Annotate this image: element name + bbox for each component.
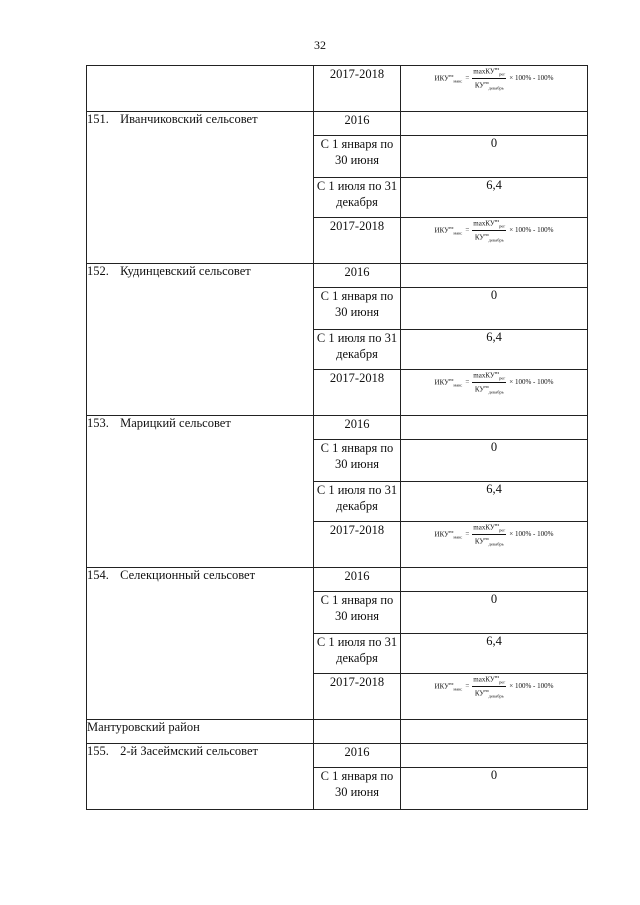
empty-cell bbox=[314, 720, 401, 744]
table-row bbox=[87, 720, 588, 744]
value-cell bbox=[401, 416, 588, 440]
formula-tail: × 100% - 100% bbox=[509, 74, 554, 83]
settlement-name: Марицкий сельсовет bbox=[120, 416, 231, 430]
value-cell: 6,4 bbox=[401, 634, 588, 674]
period-cell: С 1 января по 30 июня bbox=[314, 288, 401, 330]
page-number: 32 bbox=[314, 38, 326, 52]
settlement-name: Кудинцевский сельсовет bbox=[120, 264, 251, 278]
table-row bbox=[87, 264, 588, 288]
period-cell: 2017-2018 bbox=[314, 522, 401, 568]
formula-lhs: $ИКУ^{нэ}_{макс}$ bbox=[434, 376, 463, 388]
row-number: 152. bbox=[87, 264, 109, 278]
formula-cell bbox=[401, 674, 588, 720]
period-cell: 2016 bbox=[314, 568, 401, 592]
value-cell: 0 bbox=[401, 136, 588, 178]
table-row bbox=[87, 112, 588, 136]
formula-equals: = bbox=[465, 226, 470, 235]
value-cell bbox=[401, 744, 588, 768]
formula bbox=[435, 218, 554, 242]
value-cell: 0 bbox=[401, 592, 588, 634]
period-cell: С 1 июля по 31 декабря bbox=[314, 634, 401, 674]
formula-lhs: $ИКУ^{нэ}_{макс}$ bbox=[434, 72, 463, 84]
value-cell bbox=[401, 568, 588, 592]
formula-tail: × 100% - 100% bbox=[509, 682, 554, 691]
settlement-cell bbox=[87, 112, 314, 264]
district-name: Мантуровский район bbox=[87, 720, 314, 744]
value-cell bbox=[401, 112, 588, 136]
formula-cell bbox=[401, 66, 588, 112]
formula-lhs: $ИКУ^{нэ}_{макс}$ bbox=[434, 680, 463, 692]
formula-lhs: $ИКУ^{нэ}_{макс}$ bbox=[434, 528, 463, 540]
formula bbox=[435, 674, 554, 698]
period-cell: 2017-2018 bbox=[314, 66, 401, 112]
value-cell: 0 bbox=[401, 768, 588, 810]
settlement-cell bbox=[87, 744, 314, 810]
formula-fraction: $\frac{\max КУ^{нэ}_{рег}}{КУ^{нэ}_{декабрь}}$ bbox=[473, 66, 506, 91]
formula bbox=[435, 66, 554, 90]
value-cell: 6,4 bbox=[401, 178, 588, 218]
settlement-cell bbox=[87, 416, 314, 568]
row-number: 155. bbox=[87, 744, 109, 758]
formula-equals: = bbox=[465, 682, 470, 691]
formula-fraction: $\frac{\max КУ^{нэ}_{рег}}{КУ^{нэ}_{декабрь}}$ bbox=[473, 218, 506, 243]
formula-cell bbox=[401, 522, 588, 568]
formula-fraction: $\frac{\max КУ^{нэ}_{рег}}{КУ^{нэ}_{декабрь}}$ bbox=[473, 522, 506, 547]
tariff-table bbox=[86, 65, 588, 810]
period-cell: С 1 июля по 31 декабря bbox=[314, 482, 401, 522]
formula-cell bbox=[401, 370, 588, 416]
period-cell: 2016 bbox=[314, 416, 401, 440]
formula bbox=[435, 522, 554, 546]
formula-tail: × 100% - 100% bbox=[509, 378, 554, 387]
formula-equals: = bbox=[465, 530, 470, 539]
formula bbox=[435, 370, 554, 394]
settlement-cell bbox=[87, 264, 314, 416]
table-row bbox=[87, 66, 588, 112]
formula-tail: × 100% - 100% bbox=[509, 530, 554, 539]
period-cell: 2016 bbox=[314, 744, 401, 768]
period-cell: 2017-2018 bbox=[314, 674, 401, 720]
value-cell: 0 bbox=[401, 288, 588, 330]
formula-cell bbox=[401, 218, 588, 264]
value-cell: 6,4 bbox=[401, 482, 588, 522]
period-cell: 2016 bbox=[314, 264, 401, 288]
name-cell bbox=[87, 66, 314, 112]
table-row bbox=[87, 416, 588, 440]
formula-equals: = bbox=[465, 378, 470, 387]
settlement-name: 2-й Засеймский сельсовет bbox=[120, 744, 258, 758]
period-cell: С 1 июля по 31 декабря bbox=[314, 178, 401, 218]
table-row bbox=[87, 568, 588, 592]
row-number: 151. bbox=[87, 112, 109, 126]
period-cell: 2016 bbox=[314, 112, 401, 136]
row-number: 153. bbox=[87, 416, 109, 430]
formula-equals: = bbox=[465, 74, 470, 83]
period-cell: 2017-2018 bbox=[314, 370, 401, 416]
value-cell bbox=[401, 264, 588, 288]
value-cell: 0 bbox=[401, 440, 588, 482]
settlement-cell bbox=[87, 568, 314, 720]
period-cell: С 1 января по 30 июня bbox=[314, 592, 401, 634]
settlement-name: Иванчиковский сельсовет bbox=[120, 112, 258, 126]
period-cell: С 1 января по 30 июня bbox=[314, 768, 401, 810]
formula-tail: × 100% - 100% bbox=[509, 226, 554, 235]
period-cell: С 1 июля по 31 декабря bbox=[314, 330, 401, 370]
empty-cell bbox=[401, 720, 588, 744]
period-cell: С 1 января по 30 июня bbox=[314, 440, 401, 482]
settlement-name: Селекционный сельсовет bbox=[120, 568, 256, 582]
table-row bbox=[87, 744, 588, 768]
value-cell: 6,4 bbox=[401, 330, 588, 370]
period-cell: С 1 января по 30 июня bbox=[314, 136, 401, 178]
formula-lhs: $ИКУ^{нэ}_{макс}$ bbox=[434, 224, 463, 236]
period-cell: 2017-2018 bbox=[314, 218, 401, 264]
formula-fraction: $\frac{\max КУ^{нэ}_{рег}}{КУ^{нэ}_{декабрь}}$ bbox=[473, 674, 506, 699]
row-number: 154. bbox=[87, 568, 109, 582]
formula-fraction: $\frac{\max КУ^{нэ}_{рег}}{КУ^{нэ}_{декабрь}}$ bbox=[473, 370, 506, 395]
